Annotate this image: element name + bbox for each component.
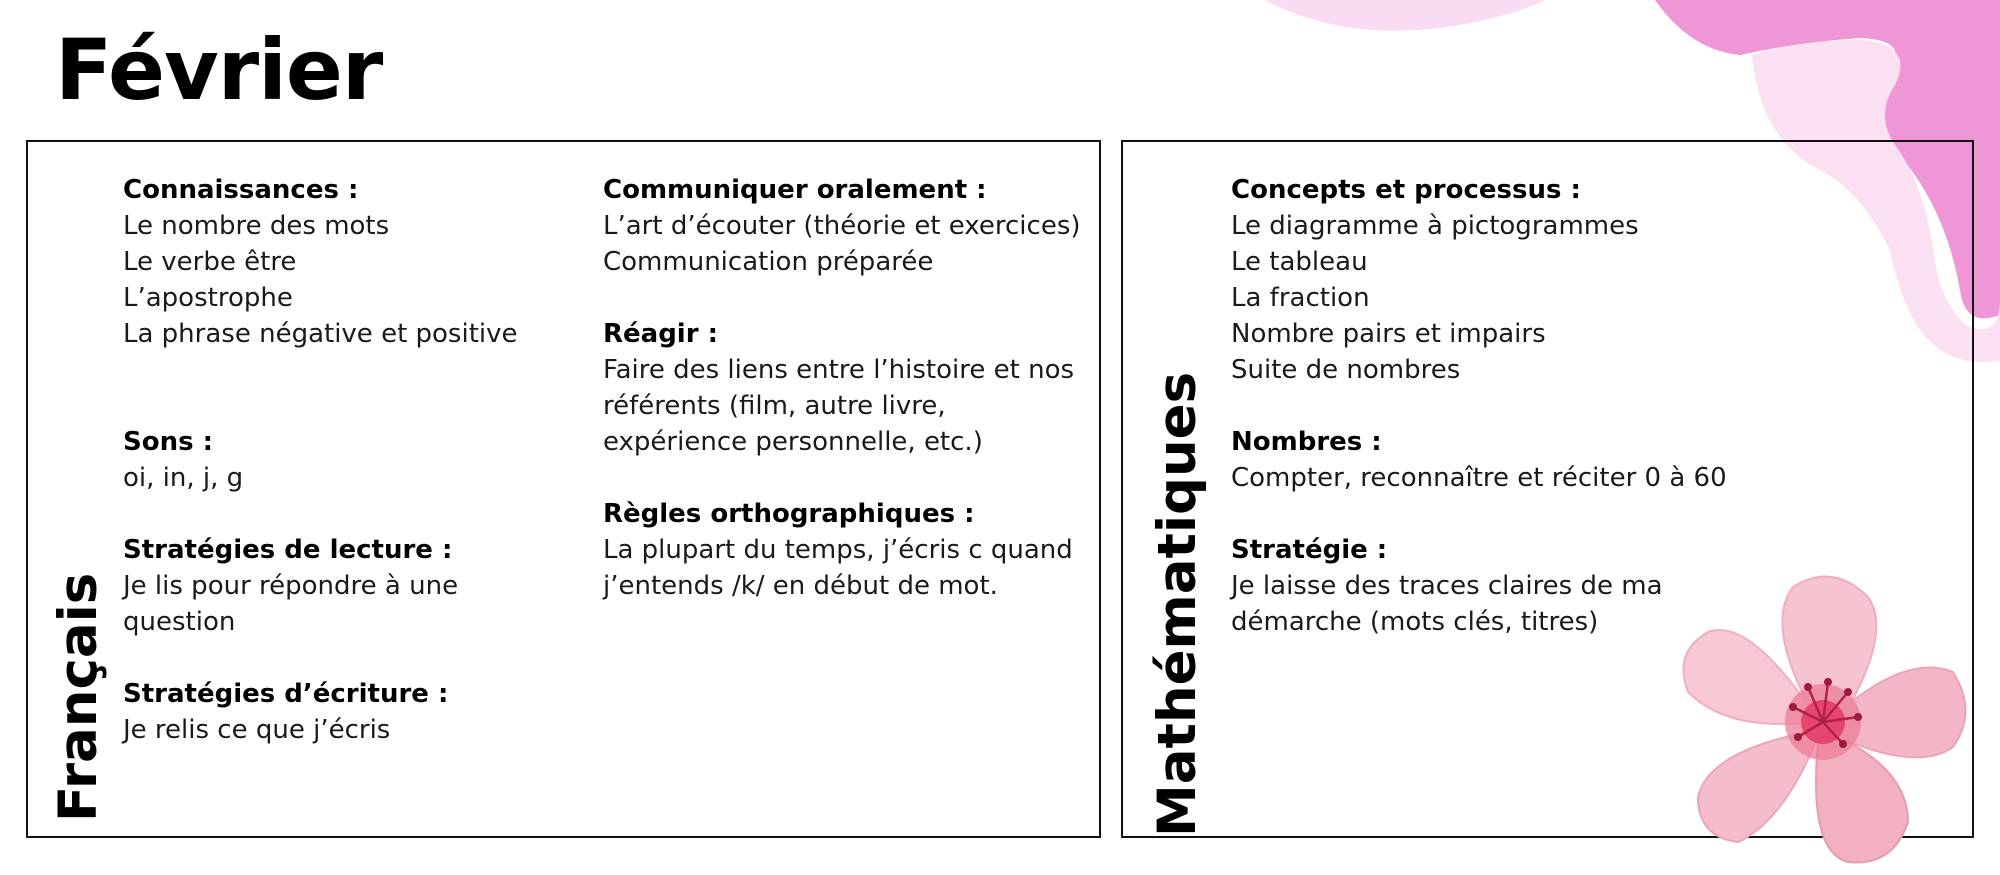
francais-column-1 bbox=[123, 172, 593, 748]
section-line: référents (film, autre livre, bbox=[603, 391, 946, 421]
mathematiques-subject-label: Mathématiques bbox=[1147, 371, 1208, 837]
section-line: La phrase négative et positive bbox=[123, 319, 518, 349]
section-title: Stratégie : bbox=[1231, 535, 1388, 565]
section-line: Nombre pairs et impairs bbox=[1231, 319, 1546, 349]
section-line: j’entends /k/ en début de mot. bbox=[603, 571, 998, 601]
section-title: Réagir : bbox=[603, 319, 718, 349]
section-nombres bbox=[1231, 424, 1751, 496]
section-title: Stratégies de lecture : bbox=[123, 535, 453, 565]
section-communiquer-oralement bbox=[603, 172, 1098, 280]
section-connaissances bbox=[123, 172, 593, 352]
section-line: démarche (mots clés, titres) bbox=[1231, 607, 1599, 637]
section-regles-orthographiques bbox=[603, 496, 1098, 604]
section-title: Règles orthographiques : bbox=[603, 499, 975, 529]
section-line: Compter, reconnaître et réciter 0 à 60 bbox=[1231, 463, 1727, 493]
section-title: Stratégies d’écriture : bbox=[123, 679, 449, 709]
francais-subject-label: Français bbox=[48, 572, 109, 822]
section-line: Je laisse des traces claires de ma bbox=[1231, 571, 1663, 601]
section-title: Connaissances : bbox=[123, 175, 359, 205]
section-line: Le verbe être bbox=[123, 247, 297, 277]
section-line: Communication préparée bbox=[603, 247, 934, 277]
pink-flower-illustration bbox=[1668, 572, 1978, 872]
page-title: Février bbox=[55, 21, 383, 119]
section-line: oi, in, j, g bbox=[123, 463, 244, 493]
section-line: Je relis ce que j’écris bbox=[123, 715, 391, 745]
mathematiques-column bbox=[1231, 172, 1751, 640]
francais-panel bbox=[26, 140, 1101, 838]
section-line: Suite de nombres bbox=[1231, 355, 1461, 385]
section-concepts-processus bbox=[1231, 172, 1751, 388]
section-strategies-ecriture bbox=[123, 676, 593, 748]
section-line: Le tableau bbox=[1231, 247, 1368, 277]
section-title: Sons : bbox=[123, 427, 214, 457]
section-line: Je lis pour répondre à une bbox=[123, 571, 459, 601]
section-sons bbox=[123, 424, 593, 496]
francais-column-2 bbox=[603, 172, 1098, 604]
section-line: L’art d’écouter (théorie et exercices) bbox=[603, 211, 1081, 241]
section-line: question bbox=[123, 607, 236, 637]
section-line: expérience personnelle, etc.) bbox=[603, 427, 983, 457]
section-reagir bbox=[603, 316, 1098, 460]
section-line: Le diagramme à pictogrammes bbox=[1231, 211, 1639, 241]
section-line: Faire des liens entre l’histoire et nos bbox=[603, 355, 1075, 385]
section-line: Le nombre des mots bbox=[123, 211, 390, 241]
section-title: Communiquer oralement : bbox=[603, 175, 987, 205]
section-title: Nombres : bbox=[1231, 427, 1382, 457]
section-title: Concepts et processus : bbox=[1231, 175, 1581, 205]
light-pink-blob-top bbox=[1265, 0, 1545, 31]
section-line: L’apostrophe bbox=[123, 283, 293, 313]
section-line: La plupart du temps, j’écris c quand bbox=[603, 535, 1073, 565]
section-strategies-lecture bbox=[123, 532, 593, 640]
section-line: La fraction bbox=[1231, 283, 1370, 313]
